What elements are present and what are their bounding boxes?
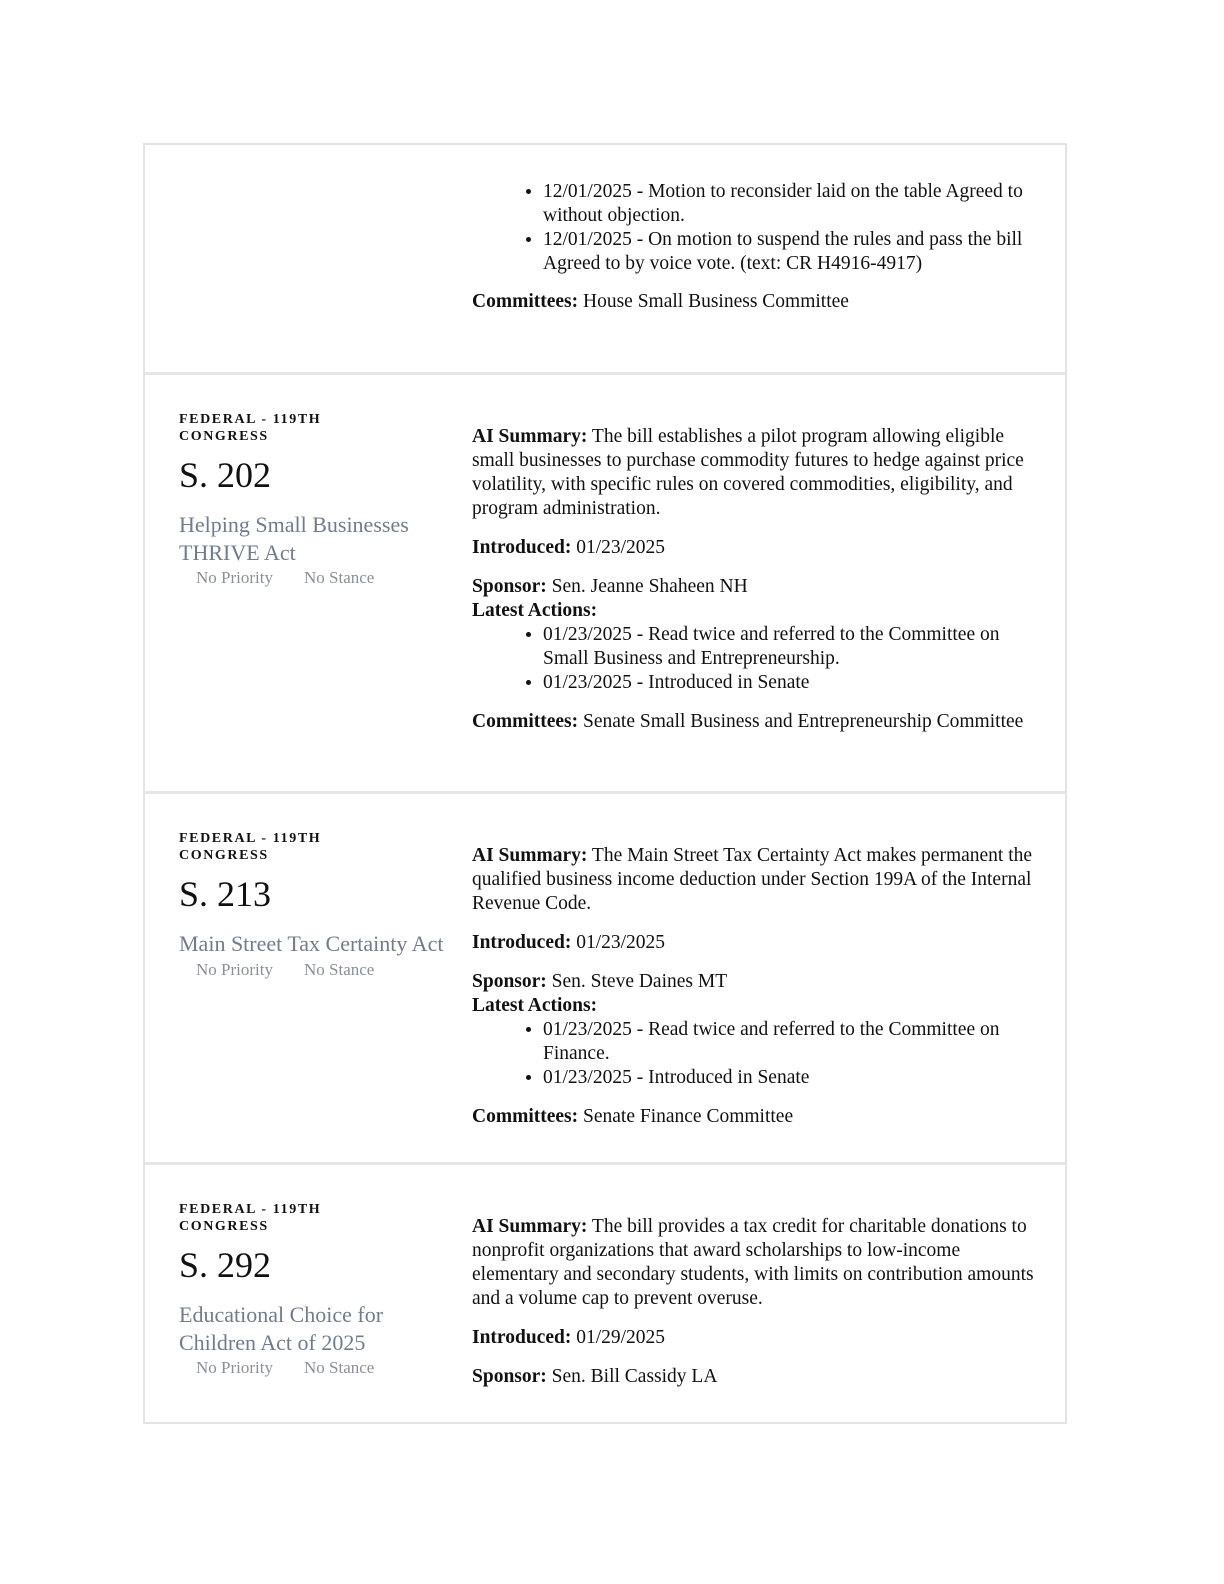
action-item: • 01/23/2025 - Read twice and referred to the Committee on Finance. (543, 1018, 1035, 1066)
introduced-label: Introduced: (472, 537, 572, 558)
stance-tag: No Stance (303, 959, 375, 979)
introduced-date: 01/29/2025 (576, 1327, 666, 1348)
bill-title: Main Street Tax Certainty Act (179, 931, 444, 956)
committees-line (472, 1105, 1035, 1129)
sponsor-label: Sponsor: (472, 971, 547, 992)
summary-line (472, 1215, 1035, 1311)
committees-value: House Small Business Committee (583, 291, 849, 312)
summary-label: AI Summary: (472, 845, 588, 866)
jurisdiction-label: FEDERAL - 119TH CONGRESS (179, 1202, 322, 1234)
bill-number: S. 202 (179, 455, 272, 495)
bill-row (145, 375, 1065, 794)
bill-number: S. 213 (179, 874, 272, 914)
action-item: • 12/01/2025 - On motion to suspend the rules and pass the bill Agreed to by voice vote. (text: CR H4916-4917) (543, 228, 1035, 276)
committees-value: Senate Small Business and Entrepreneurship Committee (583, 711, 1024, 732)
bill-meta (145, 1165, 472, 1422)
sponsor-line (472, 970, 1035, 994)
bill-row (145, 794, 1065, 1165)
latest-actions-heading (472, 599, 1035, 623)
committees-value: Senate Finance Committee (583, 1106, 794, 1127)
action-item: • 01/23/2025 - Read twice and referred to the Committee on Small Business and Entrepreneurship. (543, 623, 1035, 671)
bill-tags (179, 1358, 472, 1378)
latest-actions-list (472, 623, 1035, 695)
latest-actions-list (472, 180, 1035, 276)
committees-line (472, 290, 1035, 314)
bill-details (472, 794, 1065, 1162)
sponsor-name: Sen. Steve Daines MT (551, 971, 728, 992)
introduced-line (472, 931, 1035, 955)
priority-tag: No Priority (196, 1358, 273, 1377)
sponsor-label: Sponsor: (472, 576, 547, 597)
bill-meta-empty (145, 145, 472, 372)
introduced-date: 01/23/2025 (576, 932, 666, 953)
stance-tag: No Stance (303, 1358, 375, 1377)
summary-text: The bill establishes a pilot program allowing eligible small businesses to purchase commodity futures to hedge against price volatility, with specific rules on covered commodities, eligibility, and program administration. (472, 426, 1024, 519)
latest-actions-heading (472, 994, 1035, 1018)
committees-line (472, 710, 1035, 734)
committees-label: Committees: (472, 1106, 579, 1127)
introduced-label: Introduced: (472, 932, 572, 953)
committees-label: Committees: (472, 711, 579, 732)
action-item: • 01/23/2025 - Introduced in Senate (543, 1066, 1035, 1090)
summary-label: AI Summary: (472, 1216, 588, 1237)
bill-meta (145, 794, 472, 1162)
committees-label: Committees: (472, 291, 579, 312)
priority-tag: No Priority (196, 959, 273, 979)
priority-tag: No Priority (196, 568, 273, 587)
introduced-line (472, 1326, 1035, 1350)
latest-actions-label: Latest Actions: (472, 995, 598, 1016)
bill-details (472, 375, 1065, 791)
summary-label: AI Summary: (472, 426, 588, 447)
jurisdiction-label: FEDERAL - 119TH CONGRESS (179, 831, 322, 863)
introduced-line (472, 536, 1035, 560)
latest-actions-list (472, 1018, 1035, 1090)
summary-text: The bill provides a tax credit for charitable donations to nonprofit organizations that award scholarships to low-income elementary and secondary students, with limits on contribution amounts and a volume cap to prevent overuse. (472, 1216, 1034, 1309)
bill-title: Educational Choice for Children Act of 2025 (179, 1302, 384, 1355)
summary-text: The Main Street Tax Certainty Act makes permanent the qualified business income deduction under Section 199A of the Internal Revenue Code. (472, 845, 1033, 914)
bills-table (143, 143, 1067, 1424)
introduced-label: Introduced: (472, 1327, 572, 1348)
sponsor-name: Sen. Jeanne Shaheen NH (551, 576, 748, 597)
jurisdiction-label: FEDERAL - 119TH CONGRESS (179, 412, 322, 444)
action-item: • 12/01/2025 - Motion to reconsider laid on the table Agreed to without objection. (543, 180, 1035, 228)
sponsor-name: Sen. Bill Cassidy LA (551, 1366, 718, 1387)
sponsor-line (472, 1365, 1035, 1389)
summary-line (472, 844, 1035, 916)
summary-line (472, 425, 1035, 521)
bill-tags (179, 960, 472, 980)
bill-details (472, 145, 1065, 372)
introduced-date: 01/23/2025 (576, 537, 666, 558)
bill-row-continued (145, 145, 1065, 375)
action-item: • 01/23/2025 - Introduced in Senate (543, 671, 1035, 695)
bill-meta (145, 375, 472, 791)
bill-number: S. 292 (179, 1245, 272, 1285)
bill-row (145, 1165, 1065, 1422)
sponsor-label: Sponsor: (472, 1366, 547, 1387)
bill-title: Helping Small Businesses THRIVE Act (179, 512, 409, 565)
latest-actions-label: Latest Actions: (472, 600, 598, 621)
bill-details (472, 1165, 1065, 1422)
stance-tag: No Stance (303, 568, 375, 587)
sponsor-line (472, 575, 1035, 599)
bill-tags (179, 568, 472, 588)
